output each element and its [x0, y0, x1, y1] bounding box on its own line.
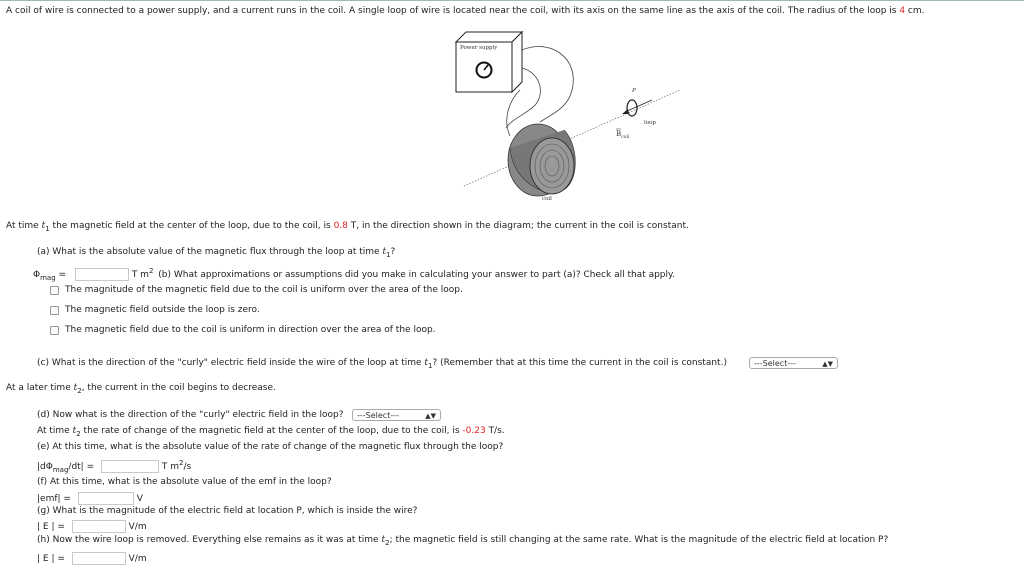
select-arrows-icon: ▲▼: [425, 412, 436, 420]
dflux-input[interactable]: [101, 460, 159, 473]
emf-unit: V: [136, 494, 143, 504]
efield-h-label: | E | =: [37, 554, 65, 564]
problem-intro: A coil of wire is connected to a power supply, and a current runs in the coil. A single loop of wire is located near the coil, with its axis on the same line as the axis of the coil. The radius of the loop is 4 cm.: [6, 6, 925, 16]
radius-value: 4: [899, 6, 906, 16]
efield-g-answer-row: [37, 520, 147, 533]
rate-value: -0.23: [462, 426, 486, 436]
question-b: (b) What approximations or assumptions did you make in calculating your answer to part (a)? Check all that apply.: [158, 270, 675, 280]
question-d: (d) Now what is the direction of the "curly" electric field in the loop?: [37, 410, 344, 420]
power-supply-label: Power supply: [460, 45, 498, 51]
top-border: [0, 0, 1024, 1]
coil-label: coil: [542, 196, 552, 202]
option-uniform-magnitude-label: The magnitude of the magnetic field due to the coil is uniform over the area of the loop.: [65, 285, 463, 295]
efield-h-unit: V/m: [128, 554, 147, 564]
direction-select-c[interactable]: ---Select--- ▲▼: [749, 357, 838, 369]
dflux-unit: T $m^2/s$: [161, 459, 192, 472]
option-outside-zero-checkbox[interactable]: [50, 306, 59, 315]
power-supply-top: [456, 32, 522, 42]
point-p-label: P: [632, 88, 636, 94]
field-statement: At time $t_1$ the magnetic field at the center of the loop, due to the coil, is 0.8 T, in the direction shown in the diagram; the current in the coil is constant.: [6, 221, 689, 233]
efield-g-unit: V/m: [128, 522, 147, 532]
flux-input[interactable]: [75, 268, 129, 281]
efield-h-answer-row: [37, 552, 147, 565]
direction-select-d[interactable]: ---Select--- ▲▼: [352, 409, 441, 421]
rate-statement: At time $t_2$ the rate of change of the magnetic field at the center of the loop, due to the coil, is -0.23 T/s.: [37, 426, 505, 438]
option-uniform-direction-checkbox[interactable]: [50, 326, 59, 335]
question-e: (e) At this time, what is the absolute value of the rate of change of the magnetic flux through the loop?: [37, 442, 504, 452]
efield-g-input[interactable]: [72, 520, 126, 533]
emf-input[interactable]: [78, 492, 134, 505]
dflux-answer-row: [37, 459, 191, 474]
coil-front: [530, 138, 574, 194]
field-value: 0.8: [333, 221, 348, 231]
later-time-statement: At a later time $t_2$, the current in the coil begins to decrease.: [6, 383, 276, 395]
emf-answer-row: [37, 492, 143, 505]
question-h: (h) Now the wire loop is removed. Everything else remains as it was at time $t_2$; the magnetic field is still changing at the same rate. What is the magnitude of the electric field at location P?: [37, 535, 889, 547]
efield-g-label: | E | =: [37, 522, 65, 532]
option-uniform-direction-label: The magnetic field due to the coil is uniform in direction over the area of the loop.: [65, 325, 436, 335]
option-outside-zero-label: The magnetic field outside the loop is zero.: [65, 305, 260, 315]
question-c: (c) What is the direction of the "curly" electric field inside the wire of the loop at time $t_1$? (Remember that at this time the current in the coil is constant.): [37, 358, 727, 370]
loop-label: loop: [644, 120, 656, 126]
select-arrows-icon: ▲▼: [822, 360, 833, 368]
flux-answer-row: [33, 267, 675, 282]
efield-h-input[interactable]: [72, 552, 126, 565]
wire-1: [522, 46, 573, 122]
coil-loop-diagram: [440, 28, 700, 208]
flux-unit: T $m^2$: [131, 267, 154, 280]
b-coil-label: $B_{coil}$: [616, 130, 630, 140]
question-a: (a) What is the absolute value of the magnetic flux through the loop at time $t_1$?: [37, 247, 396, 259]
flux-label: $\Phi_{mag}$ =: [33, 270, 67, 282]
dflux-label: $|d\Phi_{mag}/dt|$ =: [37, 462, 95, 474]
option-uniform-magnitude-checkbox[interactable]: [50, 286, 59, 295]
emf-label: |emf| =: [37, 494, 71, 504]
question-f: (f) At this time, what is the absolute value of the emf in the loop?: [37, 477, 332, 487]
question-g: (g) What is the magnitude of the electric field at location P, which is inside the wire?: [37, 506, 418, 516]
power-supply-side: [512, 32, 522, 92]
